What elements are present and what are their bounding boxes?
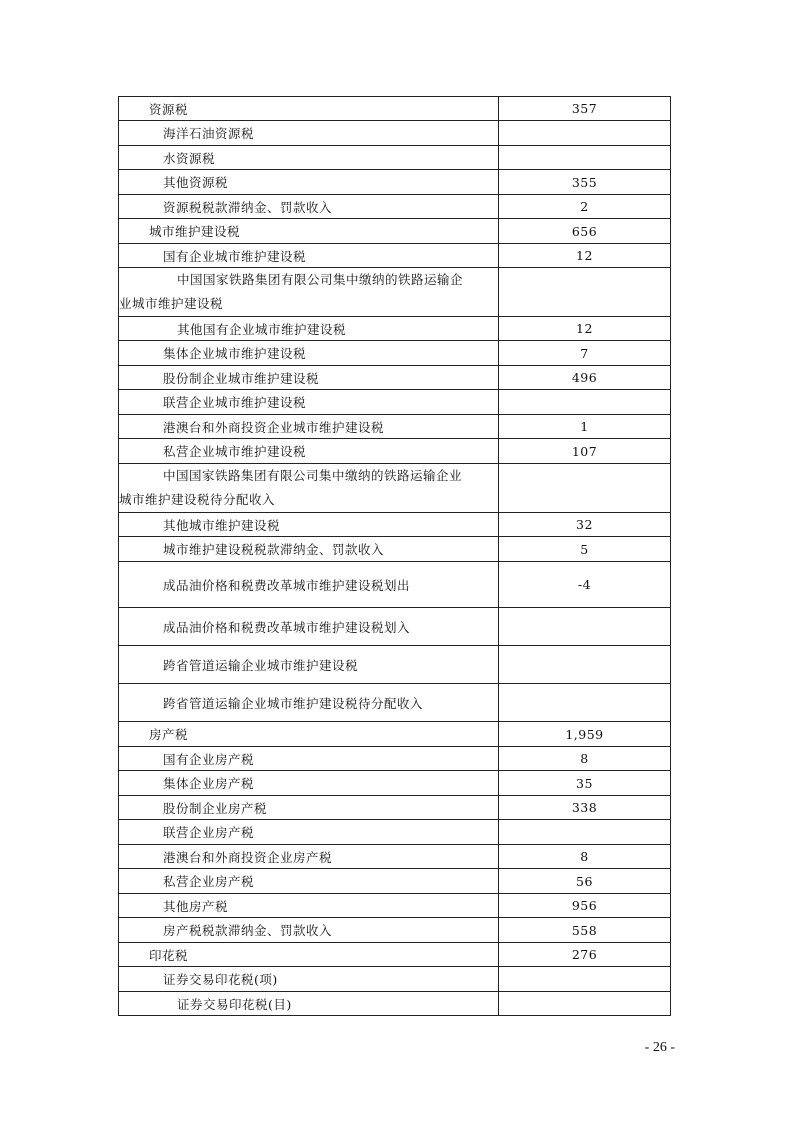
row-value: 338: [499, 796, 671, 820]
row-label: 集体企业城市维护建设税: [119, 341, 499, 366]
row-value: [499, 390, 671, 415]
row-value: 12: [499, 244, 671, 268]
row-label: 私营企业城市维护建设税: [119, 439, 499, 464]
page-number: - 26 -: [644, 1040, 675, 1055]
row-value: 32: [499, 513, 671, 537]
row-label: 股份制企业房产税: [119, 796, 499, 820]
row-label: 资源税: [119, 97, 499, 121]
row-label: [119, 464, 499, 513]
row-label: 跨省管道运输企业城市维护建设税: [119, 646, 499, 684]
table-row: [119, 415, 671, 439]
row-label: 房产税: [119, 722, 499, 747]
table-row: [119, 562, 671, 608]
revenue-table: [118, 96, 671, 1016]
table-row: [119, 513, 671, 537]
row-value: 355: [499, 170, 671, 195]
table-row: [119, 820, 671, 845]
row-value: 558: [499, 918, 671, 943]
row-label: 海洋石油资源税: [119, 121, 499, 146]
table-row: [119, 146, 671, 170]
row-label: 城市维护建设税税款滞纳金、罚款收入: [119, 537, 499, 562]
row-label: 港澳台和外商投资企业城市维护建设税: [119, 415, 499, 439]
row-label: 集体企业房产税: [119, 771, 499, 796]
row-label: 成品油价格和税费改革城市维护建设税划出: [119, 562, 499, 608]
table-row: [119, 464, 671, 513]
row-value: [499, 820, 671, 845]
row-value: [499, 992, 671, 1016]
table-row: [119, 943, 671, 967]
table-row: [119, 341, 671, 366]
table-row: [119, 967, 671, 992]
row-value: [499, 268, 671, 317]
row-label: 国有企业城市维护建设税: [119, 244, 499, 268]
row-label-line-2: 业城市维护建设税: [119, 296, 224, 311]
table-row: [119, 894, 671, 918]
row-label: 证券交易印花税(目): [119, 992, 499, 1016]
row-label: 水资源税: [119, 146, 499, 170]
table-row: [119, 845, 671, 869]
row-label: 跨省管道运输企业城市维护建设税待分配收入: [119, 684, 499, 722]
row-value: [499, 146, 671, 170]
table-row: [119, 992, 671, 1016]
row-value: 107: [499, 439, 671, 464]
table-row: [119, 244, 671, 268]
row-label: [119, 268, 499, 317]
row-label-line-1: 中国国家铁路集团有限公司集中缴纳的铁路运输企业: [163, 468, 463, 483]
table-row: [119, 722, 671, 747]
row-value: 956: [499, 894, 671, 918]
table-row: [119, 121, 671, 146]
row-label: 其他资源税: [119, 170, 499, 195]
row-value: 1: [499, 415, 671, 439]
table-row: [119, 646, 671, 684]
row-value: 7: [499, 341, 671, 366]
row-label: 其他房产税: [119, 894, 499, 918]
row-label: 股份制企业城市维护建设税: [119, 366, 499, 390]
table-row: [119, 317, 671, 341]
table-row: [119, 918, 671, 943]
row-value: 5: [499, 537, 671, 562]
table-row: [119, 684, 671, 722]
table-row: [119, 170, 671, 195]
row-label: 房产税税款滞纳金、罚款收入: [119, 918, 499, 943]
row-label: 城市维护建设税: [119, 219, 499, 244]
row-value: 8: [499, 845, 671, 869]
table-row: [119, 869, 671, 894]
table-row: [119, 747, 671, 771]
row-value: [499, 464, 671, 513]
row-value: 496: [499, 366, 671, 390]
row-label: 印花税: [119, 943, 499, 967]
table-row: [119, 219, 671, 244]
row-value: 2: [499, 195, 671, 219]
row-label: 私营企业房产税: [119, 869, 499, 894]
row-value: 8: [499, 747, 671, 771]
table-row: [119, 366, 671, 390]
table-row: [119, 97, 671, 121]
table-row: [119, 390, 671, 415]
row-value: 35: [499, 771, 671, 796]
row-label: 资源税税款滞纳金、罚款收入: [119, 195, 499, 219]
row-value: [499, 967, 671, 992]
row-label: 其他国有企业城市维护建设税: [119, 317, 499, 341]
table-row: [119, 608, 671, 646]
row-value: 12: [499, 317, 671, 341]
row-value: 357: [499, 97, 671, 121]
row-value: [499, 608, 671, 646]
table-row: [119, 537, 671, 562]
row-label: 证券交易印花税(项): [119, 967, 499, 992]
row-label: 联营企业城市维护建设税: [119, 390, 499, 415]
row-label: 成品油价格和税费改革城市维护建设税划入: [119, 608, 499, 646]
row-value: 276: [499, 943, 671, 967]
row-value: 1,959: [499, 722, 671, 747]
table-row: [119, 195, 671, 219]
row-label: 联营企业房产税: [119, 820, 499, 845]
row-value: 656: [499, 219, 671, 244]
table-row: [119, 439, 671, 464]
row-label-line-2: 城市维护建设税待分配收入: [119, 492, 276, 507]
row-value: [499, 121, 671, 146]
row-label: 港澳台和外商投资企业房产税: [119, 845, 499, 869]
table-row: [119, 771, 671, 796]
table-row: [119, 268, 671, 317]
row-value: 56: [499, 869, 671, 894]
table-row: [119, 796, 671, 820]
row-value: -4: [499, 562, 671, 608]
row-label: 其他城市维护建设税: [119, 513, 499, 537]
row-label: 国有企业房产税: [119, 747, 499, 771]
row-label-line-1: 中国国家铁路集团有限公司集中缴纳的铁路运输企: [177, 272, 464, 287]
row-value: [499, 646, 671, 684]
row-value: [499, 684, 671, 722]
